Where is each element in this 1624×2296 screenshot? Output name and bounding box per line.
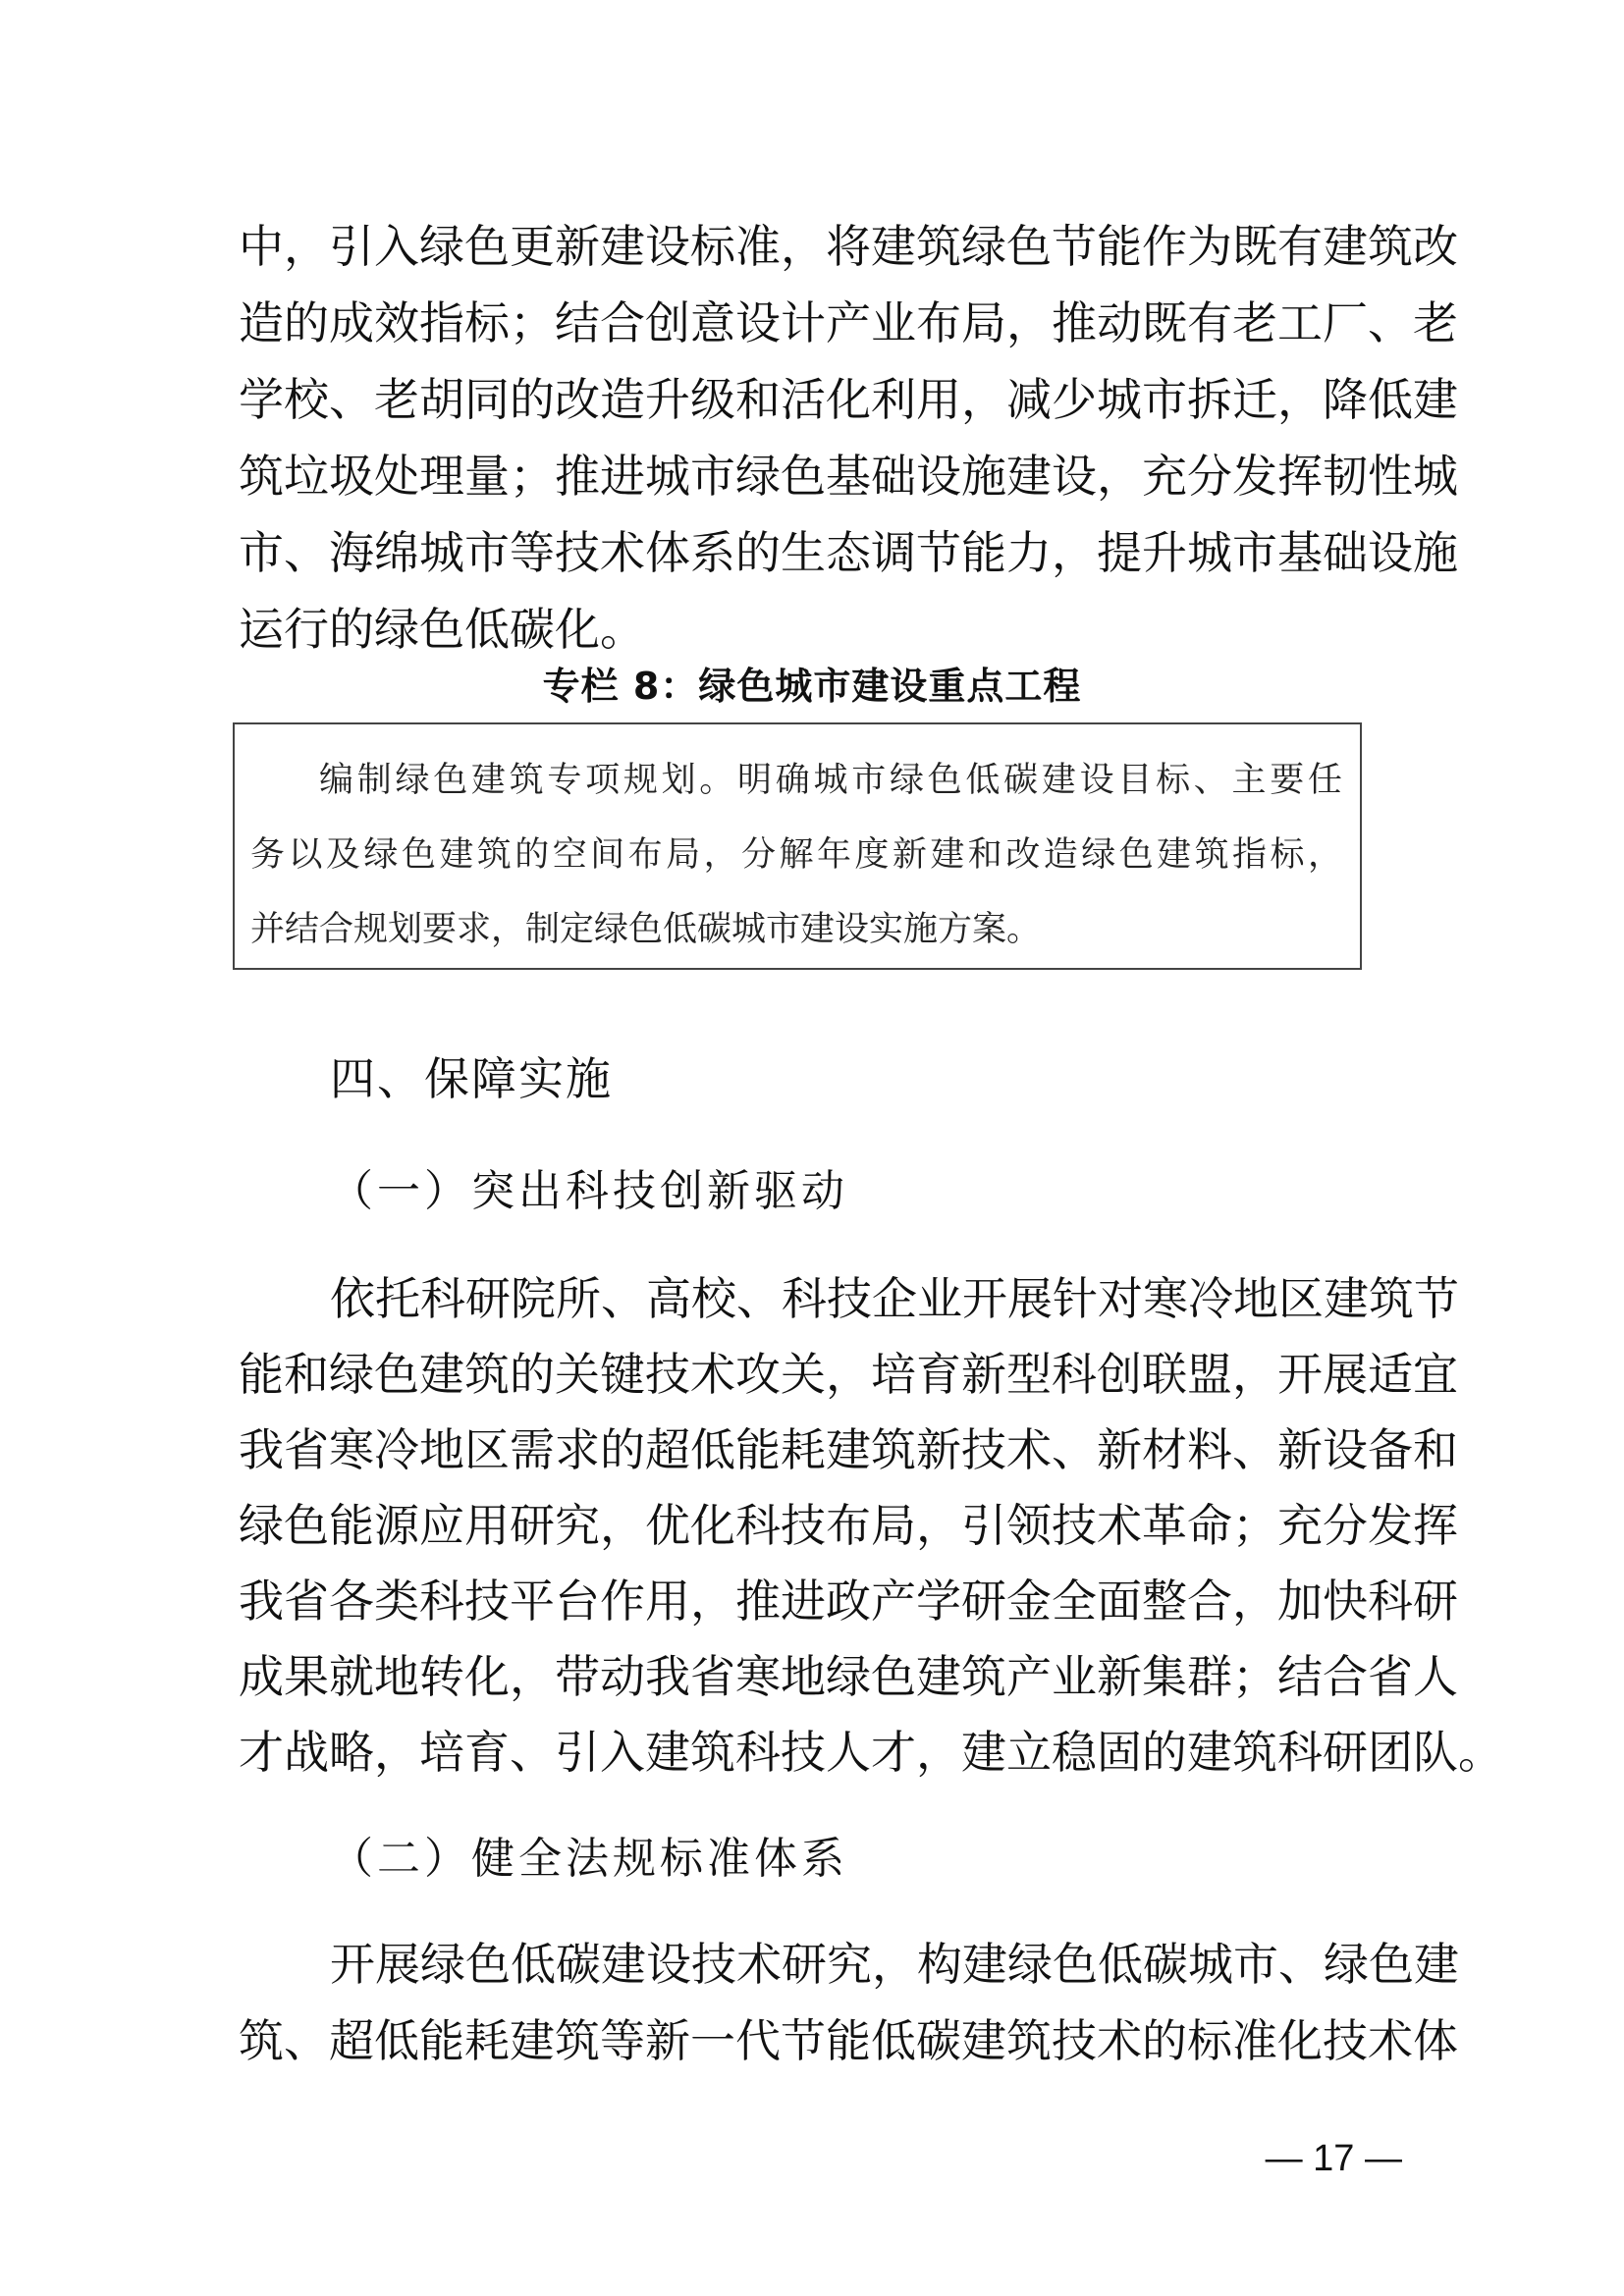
paragraph-line: 才战略，培育、引入建筑科技人才，建立稳固的建筑科研团队。 (239, 1726, 1503, 1779)
box-caption: 专栏 8：绿色城市建设重点工程 (542, 665, 1082, 708)
subsection-heading: （二）健全法规标准体系 (330, 1834, 848, 1884)
paragraph-line: 绿色能源应用研究，优化科技布局，引领技术革命；充分发挥 (239, 1499, 1458, 1552)
section-heading: 四、保障实施 (330, 1052, 613, 1105)
paragraph-line: 筑、超低能耗建筑等新一代节能低碳建筑技术的标准化技术体 (239, 2014, 1458, 2067)
box-line: 务以及绿色建筑的空间布局，分解年度新建和改造绿色建筑指标， (250, 835, 1342, 875)
paragraph-line: 学校、老胡同的改造升级和活化利用，减少城市拆迁，降低建 (239, 373, 1458, 426)
box-line: 并结合规划要求，制定绿色低碳城市建设实施方案。 (250, 910, 1042, 949)
paragraph-line: 依托科研院所、高校、科技企业开展针对寒冷地区建筑节 (330, 1272, 1459, 1325)
paragraph-line: 成果就地转化，带动我省寒地绿色建筑产业新集群；结合省人 (239, 1650, 1458, 1703)
box-line: 编制绿色建筑专项规划。明确城市绿色低碳建设目标、主要任 (319, 761, 1342, 800)
page-number: — 17 — (1265, 2138, 1402, 2179)
paragraph-line: 造的成效指标；结合创意设计产业布局，推动既有老工厂、老 (239, 296, 1458, 349)
special-column-box (233, 722, 1362, 970)
paragraph-line: 筑垃圾处理量；推进城市绿色基础设施建设，充分发挥韧性城 (239, 450, 1458, 503)
paragraph-line: 能和绿色建筑的关键技术攻关，培育新型科创联盟，开展适宜 (239, 1348, 1458, 1401)
paragraph-line: 市、海绵城市等技术体系的生态调节能力，提升城市基础设施 (239, 526, 1458, 579)
paragraph-line: 开展绿色低碳建设技术研究，构建绿色低碳城市、绿色建 (330, 1938, 1459, 1991)
subsection-heading: （一）突出科技创新驱动 (330, 1166, 848, 1216)
paragraph-line: 运行的绿色低碳化。 (239, 603, 645, 656)
paragraph-line: 我省寒冷地区需求的超低能耗建筑新技术、新材料、新设备和 (239, 1423, 1458, 1476)
paragraph-line: 我省各类科技平台作用，推进政产学研金全面整合，加快科研 (239, 1575, 1458, 1628)
paragraph-line: 中，引入绿色更新建设标准，将建筑绿色节能作为既有建筑改 (239, 220, 1458, 273)
